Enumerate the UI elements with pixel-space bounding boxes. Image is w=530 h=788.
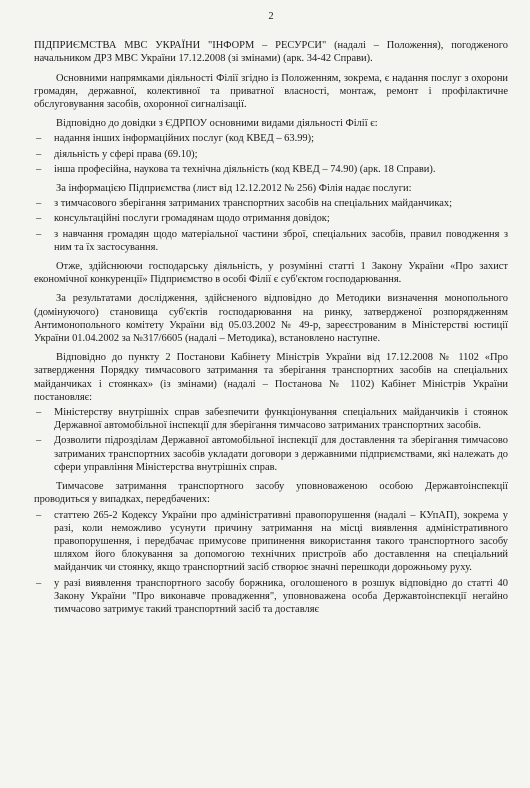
paragraph-1: ПІДПРИЄМСТВА МВС УКРАЇНИ "ІНФОРМ – РЕСУРСИ" (надалі – Положення), погодженого начальником ДРЗ МВС України 17.12.2008 (зі змінами) (арк. 34-42 Справи). (34, 40, 508, 65)
dash-marker: – (36, 228, 42, 240)
paragraph-4: За інформацією Підприємства (лист від 12.12.2012 № 256) Філія надає послуги: (56, 183, 412, 195)
paragraph-3: Відповідно до довідки з ЄДРПОУ основними видами діяльності Філії є: (56, 118, 378, 130)
list-cases (34, 509, 508, 617)
list-item-text: діяльність у сфері права (69.10); (54, 148, 198, 160)
list-item-text: Дозволити підрозділам Державної автомобільної інспекції для доставлення та зберігання тимчасово затриманих транспортних засобів укладати договори з державними підприємствами, які належать до сфери управління Міністерства внутрішніх справ. (54, 435, 508, 473)
list-item (34, 212, 508, 225)
list-item-text: з тимчасового зберігання затриманих транспортних засобів на спеціальних майданчиках; (54, 198, 453, 210)
list-item-text: статтею 265-2 Кодексу України про адміністративні правопорушення (надалі – КУпАП), зокрема у разі, коли неможливо усунути причину затримання на місці виявлення адміністративного правопорушення, і передбачає примусове припинення використання такого транспортного засобу шляхом його блокування за допомогою технічних пристроїв або доставлення на спеціальний майданчик чи стоянку, якщо транспортний засіб створює значні перешкоди дорожньому руху. (54, 509, 508, 574)
dash-marker: – (36, 163, 42, 175)
dash-marker: – (36, 509, 42, 521)
list-item (34, 132, 508, 145)
dash-marker: – (36, 133, 42, 145)
list-item-text: з навчання громадян щодо матеріальної частини зброї, спеціальних засобів, правил поводження з ним та їх застосування. (54, 228, 508, 253)
list-item (34, 163, 508, 176)
list-item-text: надання інших інформаційних послуг (код КВЕД – 63.99); (54, 133, 315, 145)
list-resolution (34, 406, 508, 474)
list-item (34, 434, 508, 474)
list-services (34, 197, 508, 254)
list-item-text: консультаційні послуги громадянам щодо отримання довідок; (54, 213, 330, 225)
dash-marker: – (36, 435, 42, 447)
paragraph-6: За результатами дослідження, здійсненого відповідно до Методики визначення монопольного (домінуючого) становища суб'єктів господарювання на ринку, затвердженої розпорядженням Антимонопольного комітету України від 05.03.2002 № 49-р, зареєстрованим в Міністерстві юстиції України 01.04.2002 за №317/6605 (надалі – Методика), встановлено наступне. (34, 293, 508, 345)
list-item (34, 509, 508, 575)
list-item (34, 228, 508, 254)
list-item (34, 577, 508, 617)
dash-marker: – (36, 148, 42, 160)
list-item (34, 197, 508, 210)
dash-marker: – (36, 577, 42, 589)
paragraph-5: Отже, здійснюючи господарську діяльність, у розумінні статті 1 Закону України «Про захист економічної конкуренції» Підприємство в особі Філії є суб'єктом господарювання. (34, 261, 508, 286)
dash-marker: – (36, 198, 42, 210)
list-item (34, 406, 508, 432)
paragraph-7: Відповідно до пункту 2 Постанови Кабінету Міністрів України від 17.12.2008 № 1102 «Про затвердження Порядку тимчасового затримання та зберігання транспортних засобів на спеціальних майданчиках і стоянках» (із змінами) (надалі – Постанова № 1102) Кабінет Міністрів України постановляє: (34, 352, 508, 403)
dash-marker: – (36, 407, 42, 419)
paragraph-8: Тимчасове затримання транспортного засобу уповноваженою особою Державтоінспекції проводиться у випадках, передбачених: (34, 481, 508, 506)
list-item (34, 148, 508, 161)
list-item-text: інша професійна, наукова та технічна діяльність (код КВЕД – 74.90) (арк. 18 Справи). (54, 163, 436, 175)
dash-marker: – (36, 213, 42, 225)
list-item-text: Міністерству внутрішніх справ забезпечити функціонування спеціальних майданчиків і стоянок Державної автомобільної інспекції для зберігання тимчасово затриманих транспортних засобів. (54, 407, 508, 432)
paragraph-2: Основними напрямками діяльності Філії згідно із Положенням, зокрема, є надання послуг з охорони громадян, державної, колективної та приватної власності, монтаж, ремонт і профілактичне обслуговування засобів, охоронної сигналізації. (34, 72, 508, 111)
list-item-text: у разі виявлення транспортного засобу боржника, оголошеного в розшук відповідно до статті 40 Закону України "Про виконавче провадження", уповноважена особа Державтоінспекції негайно тимчасово затримує такий транспортний засіб та доставляє (54, 577, 508, 615)
list-kved (34, 132, 508, 176)
page-number: 2 (268, 11, 274, 22)
